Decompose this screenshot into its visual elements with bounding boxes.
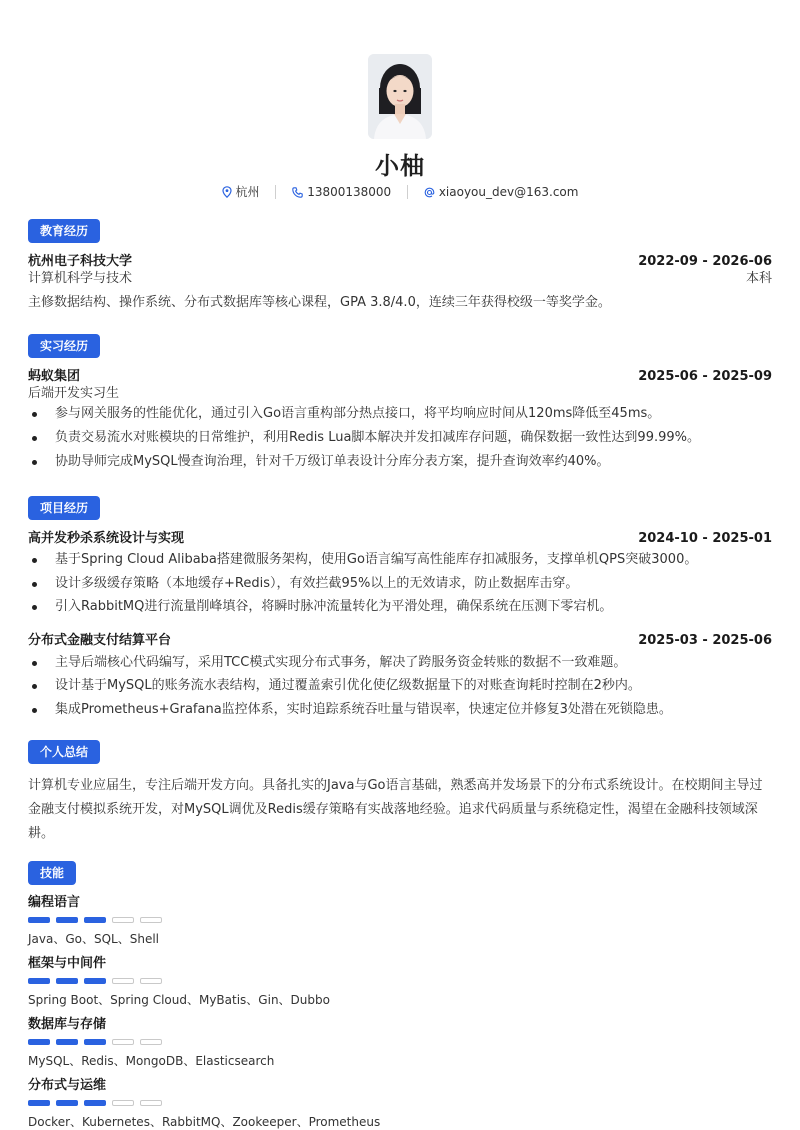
bullet-dot-icon bbox=[32, 708, 37, 713]
skill-segment-empty bbox=[112, 1039, 134, 1045]
skill-segment-empty bbox=[140, 1100, 162, 1106]
school-name: 杭州电子科技大学 bbox=[28, 254, 133, 269]
skill-category-name: 分布式与运维 bbox=[28, 1078, 107, 1093]
avatar bbox=[368, 54, 432, 139]
skill-list: Docker、Kubernetes、RabbitMQ、Zookeeper、Prometheus bbox=[28, 1115, 381, 1129]
education-period: 2022-09 - 2026-06 bbox=[638, 254, 772, 269]
location: 杭州 bbox=[222, 183, 260, 200]
bullet-dot-icon bbox=[32, 436, 37, 441]
bullet-dot-icon bbox=[32, 582, 37, 587]
internship-role: 后端开发实习生 bbox=[28, 386, 120, 401]
skill-level-bar bbox=[28, 1039, 164, 1046]
skill-segment-filled bbox=[84, 1100, 106, 1106]
bullet-dot-icon bbox=[32, 661, 37, 666]
skill-level-bar bbox=[28, 978, 164, 985]
skill-category-name: 编程语言 bbox=[28, 895, 81, 910]
skill-list: MySQL、Redis、MongoDB、Elasticsearch bbox=[28, 1054, 275, 1068]
project-header bbox=[28, 530, 772, 548]
list-item: 协助导师完成MySQL慢查询治理，针对千万级订单表设计分库分表方案，提升查询效率约40%。 bbox=[28, 452, 772, 472]
skill-segment-empty bbox=[140, 978, 162, 984]
skill-list: Java、Go、SQL、Shell bbox=[28, 932, 160, 946]
bullet-dot-icon bbox=[32, 460, 37, 465]
skill-segment-filled bbox=[28, 1039, 50, 1045]
skill-category-name: 数据库与存储 bbox=[28, 1017, 107, 1032]
skill-segment-empty bbox=[112, 1100, 134, 1106]
skill-segment-filled bbox=[56, 1100, 78, 1106]
phone: 13800138000 bbox=[292, 185, 391, 199]
bullet-dot-icon bbox=[32, 412, 37, 417]
section-title-internship: 实习经历 bbox=[28, 334, 100, 358]
internship-role-row bbox=[28, 385, 772, 403]
project-name: 高并发秒杀系统设计与实现 bbox=[28, 531, 185, 546]
list-item: 参与网关服务的性能优化，通过引入Go语言重构部分热点接口，将平均响应时间从120ms降低至45ms。 bbox=[28, 404, 772, 424]
location-pin-icon bbox=[222, 186, 232, 198]
major: 计算机科学与技术 bbox=[28, 271, 133, 286]
list-item: 负责交易流水对账模块的日常维护，利用Redis Lua脚本解决并发扣减库存问题，确保数据一致性达到99.99%。 bbox=[28, 428, 772, 448]
skill-segment-filled bbox=[28, 1100, 50, 1106]
contact-info bbox=[0, 183, 800, 200]
skill-segment-filled bbox=[28, 978, 50, 984]
skill-segment-filled bbox=[56, 1039, 78, 1045]
internship-period: 2025-06 - 2025-09 bbox=[638, 369, 772, 384]
list-item: 集成Prometheus+Grafana监控体系，实时追踪系统吞吐量与错误率，快速定位并修复3处潜在死锁隐患。 bbox=[28, 700, 772, 720]
section-title-projects: 项目经历 bbox=[28, 496, 100, 520]
skill-segment-filled bbox=[84, 978, 106, 984]
skill-category-name: 框架与中间件 bbox=[28, 956, 107, 971]
list-item: 设计基于MySQL的账务流水表结构，通过覆盖索引优化使亿级数据量下的对账查询耗时控制在2秒内。 bbox=[28, 676, 772, 696]
project-name: 分布式金融支付结算平台 bbox=[28, 633, 172, 648]
bullet-dot-icon bbox=[32, 605, 37, 610]
skill-segment-filled bbox=[56, 978, 78, 984]
email[interactable]: xiaoyou_dev@163.com bbox=[424, 185, 579, 199]
skill-segment-filled bbox=[28, 917, 50, 923]
skill-segment-empty bbox=[112, 978, 134, 984]
avatar-photo-icon bbox=[368, 54, 432, 139]
section-title-skills: 技能 bbox=[28, 861, 76, 885]
section-title-summary: 个人总结 bbox=[28, 740, 100, 764]
contact-divider bbox=[407, 185, 408, 199]
degree: 本科 bbox=[745, 271, 772, 286]
list-item: 基于Spring Cloud Alibaba搭建微服务架构，使用Go语言编写高性能库存扣减服务，支撑单机QPS突破3000。 bbox=[28, 550, 772, 570]
skill-level-bar bbox=[28, 917, 164, 924]
list-item: 设计多级缓存策略（本地缓存+Redis），有效拦截95%以上的无效请求，防止数据库击穿。 bbox=[28, 574, 772, 594]
project-period: 2024-10 - 2025-01 bbox=[638, 531, 772, 546]
project-header bbox=[28, 632, 772, 650]
bullet-dot-icon bbox=[32, 558, 37, 563]
internship-header bbox=[28, 368, 772, 386]
skill-segment-empty bbox=[112, 917, 134, 923]
education-subheader bbox=[28, 270, 772, 288]
skill-segment-filled bbox=[84, 1039, 106, 1045]
skill-segment-filled bbox=[84, 917, 106, 923]
at-sign-icon bbox=[424, 187, 435, 198]
project-period: 2025-03 - 2025-06 bbox=[638, 633, 772, 648]
skill-segment-empty bbox=[140, 917, 162, 923]
summary-text: 计算机专业应届生，专注后端开发方向。具备扎实的Java与Go语言基础，熟悉高并发场景下的分布式系统设计。在校期间主导过 金融支付模拟系统开发，对MySQL调优及Redis缓存策略有实战落地经验。追求代码质量与系统稳定性，渴望在金融科技领域深 耕。 bbox=[28, 778, 763, 841]
bullet-dot-icon bbox=[32, 684, 37, 689]
contact-divider bbox=[275, 185, 276, 199]
phone-icon bbox=[292, 187, 303, 198]
candidate-name: 小柚 bbox=[375, 152, 425, 180]
education-header bbox=[28, 253, 772, 271]
section-title-education: 教育经历 bbox=[28, 219, 100, 243]
skill-list: Spring Boot、Spring Cloud、MyBatis、Gin、Dubbo bbox=[28, 993, 330, 1007]
list-item: 主导后端核心代码编写，采用TCC模式实现分布式事务，解决了跨服务资金转账的数据不一致难题。 bbox=[28, 653, 772, 673]
skill-segment-empty bbox=[140, 1039, 162, 1045]
list-item: 引入RabbitMQ进行流量削峰填谷，将瞬时脉冲流量转化为平滑处理，确保系统在压测下零宕机。 bbox=[28, 597, 772, 617]
company-name: 蚂蚁集团 bbox=[28, 369, 81, 384]
skill-segment-filled bbox=[56, 917, 78, 923]
education-description: 主修数据结构、操作系统、分布式数据库等核心课程，GPA 3.8/4.0，连续三年获得校级一等奖学金。 bbox=[28, 295, 611, 310]
skill-level-bar bbox=[28, 1100, 164, 1107]
